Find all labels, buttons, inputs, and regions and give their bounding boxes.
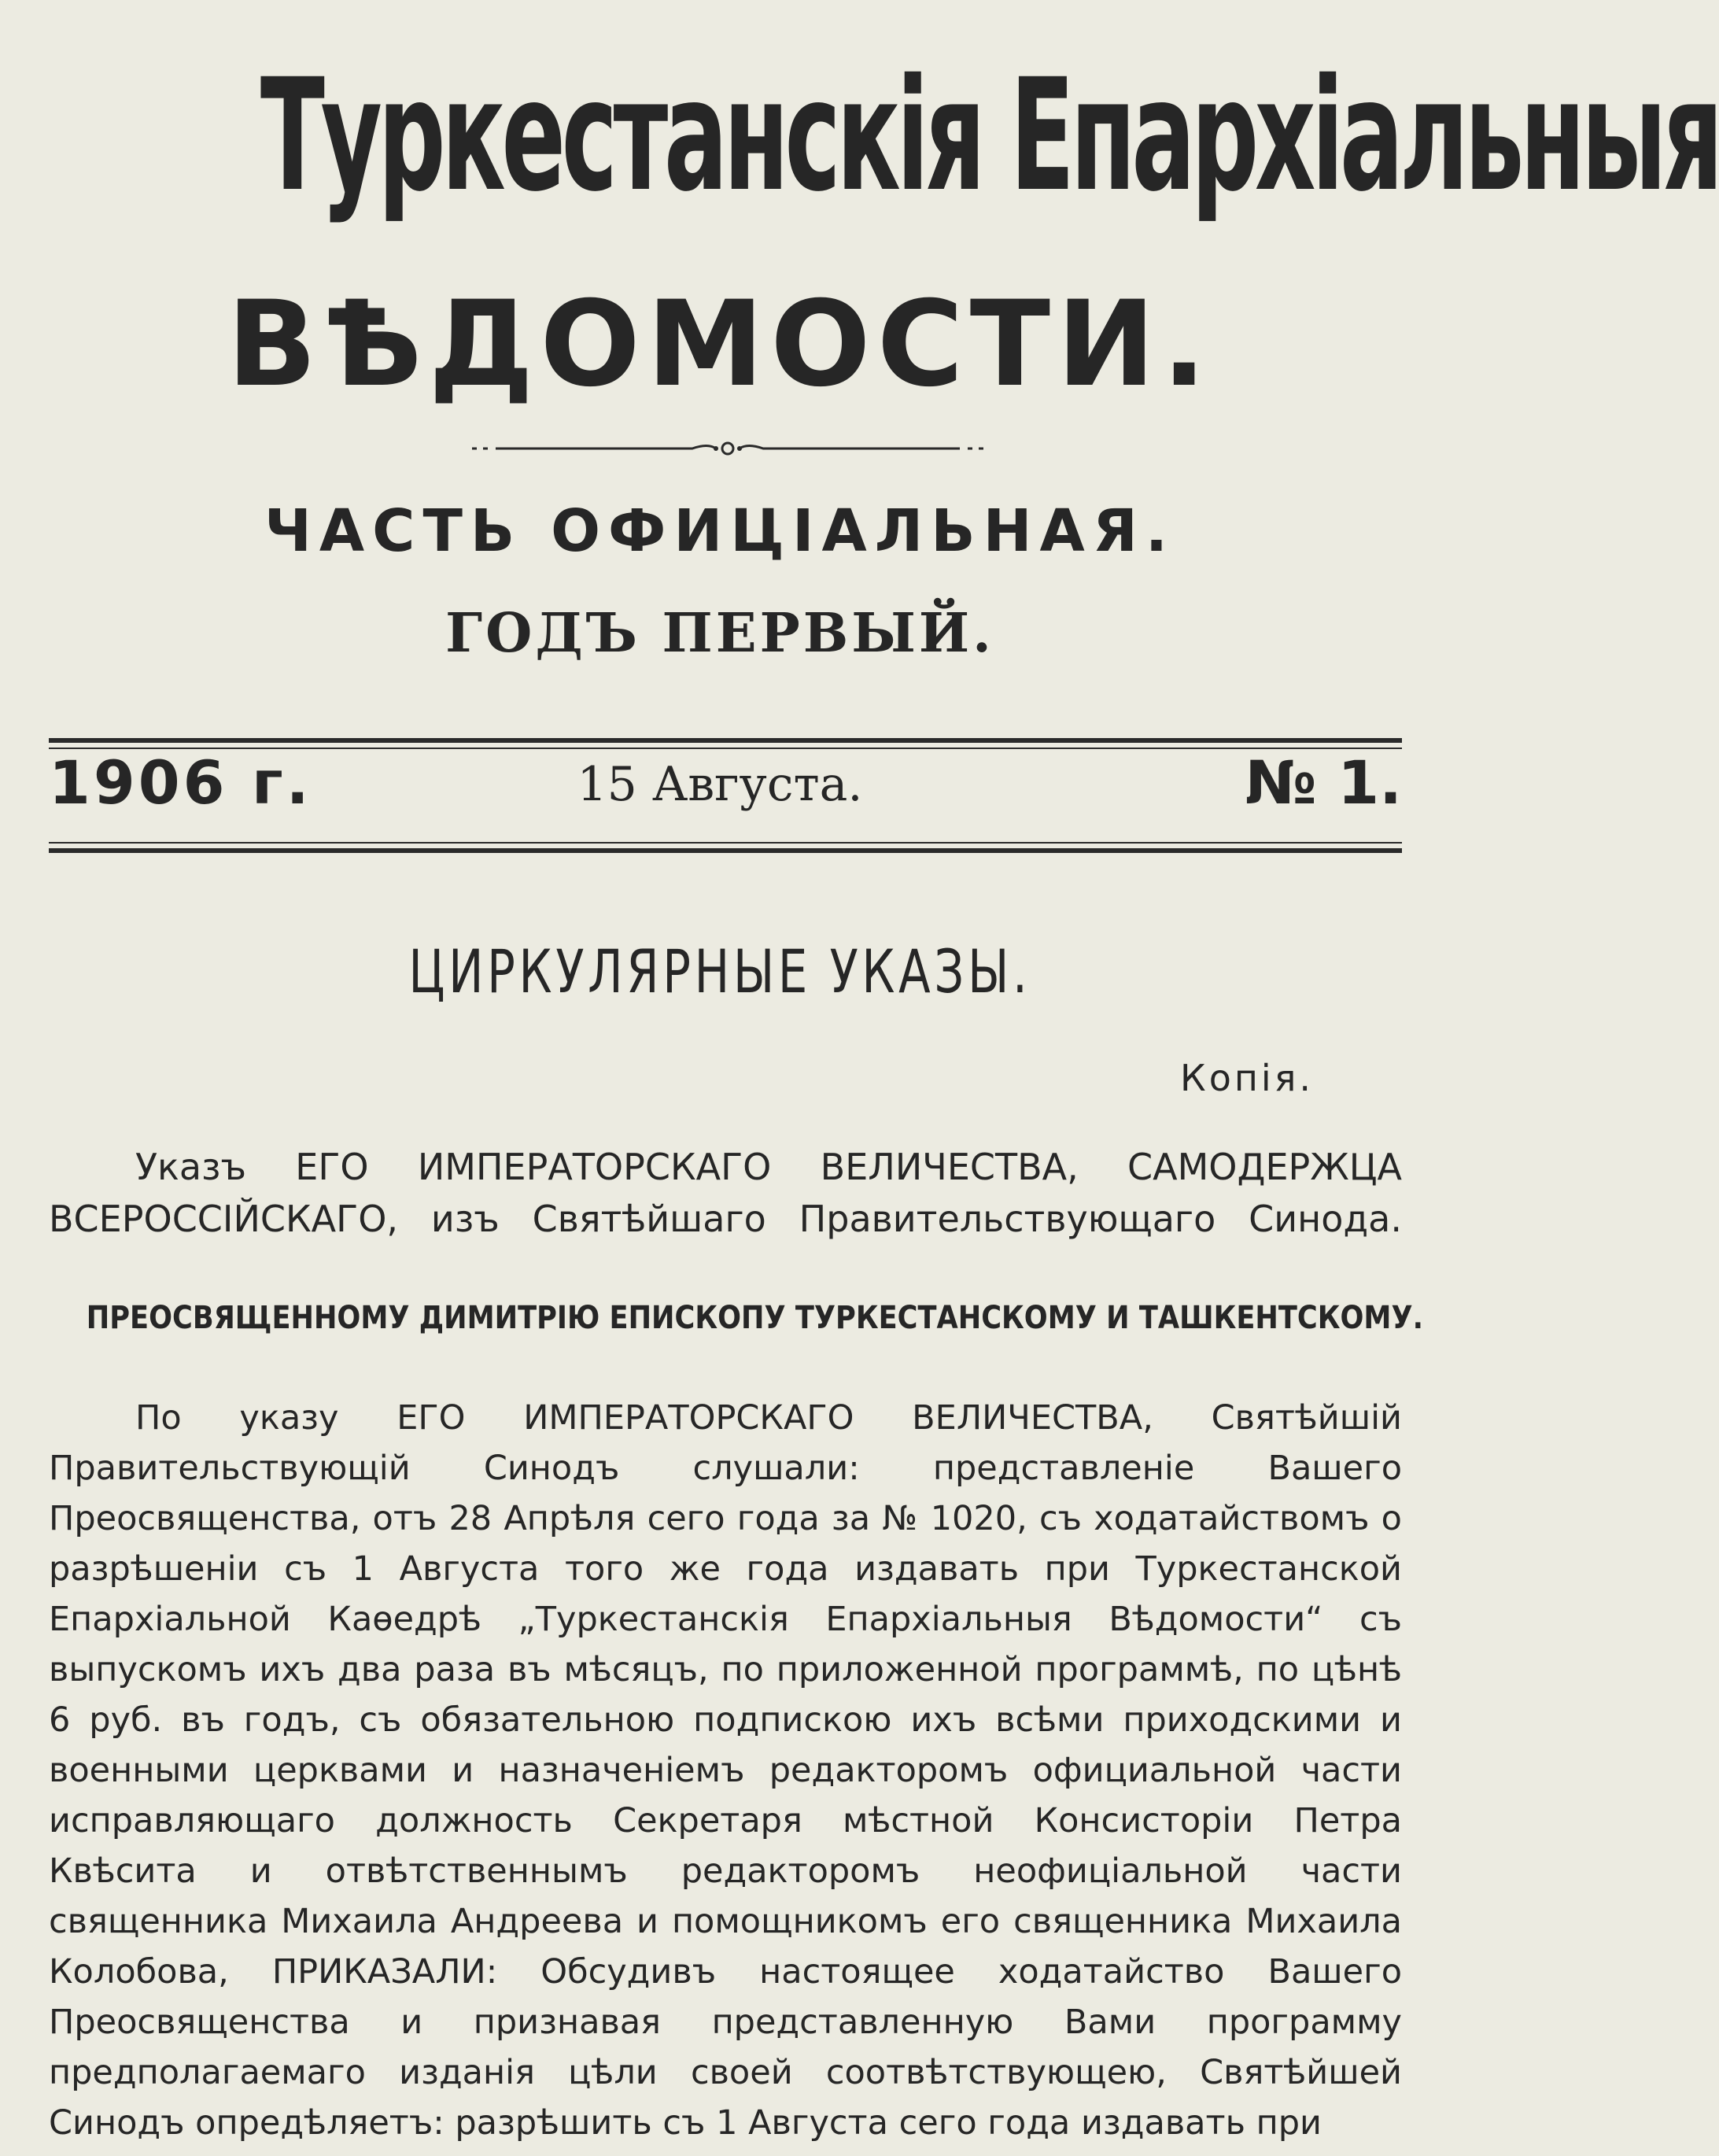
issue-year: 1906 г. — [49, 748, 312, 818]
copy-note: Копія. — [1180, 1057, 1314, 1099]
year-heading: ГОДЪ ПЕРВЫЙ. — [445, 602, 994, 665]
masthead-subtitle: ВѢДОМОСТИ. — [227, 276, 1213, 413]
masthead-title: Туркестанскія Епархіальныя — [260, 45, 1719, 226]
issue-number: № 1. — [1245, 748, 1402, 818]
decree-paragraph: Указъ ЕГО ИМПЕРАТОРСКАГО ВЕЛИЧЕСТВА, САМОДЕРЖЦА ВСЕРОССІЙСКАГО, изъ Святѣйшаго Правительствующаго Синода. — [49, 1146, 1402, 1240]
addressee-line: ПРЕОСВЯЩЕННОМУ ДИМИТРІЮ ЕПИСКОПУ ТУРКЕСТАНСКОМУ И ТАШКЕНТСКОМУ. — [86, 1300, 1423, 1336]
body-paragraph: По указу ЕГО ИМПЕРАТОРСКАГО ВЕЛИЧЕСТВА, Святѣйшій Правительствующій Синодъ слушали: представленіе Вашего Преосвященства, отъ 28 Апрѣля сего года за № 1020, съ ходатайствомъ о разрѣшеніи съ 1 Августа того же года издавать при Туркестанской Епархіальной Каѳедрѣ „Туркестанскія Епархіальныя Вѣдомости“ съ выпускомъ ихъ два раза въ мѣсяцъ, по приложенной программѣ, по цѣнѣ 6 руб. въ годъ, съ обязательною подпискою ихъ всѣми приходскими и военными церквами и назначеніемъ редакторомъ официальной части исправляющаго должность Секретаря мѣстной Консисторіи Петра Квѣсита и отвѣтственнымъ редакторомъ неофиціальной части священника Михаила Андреева и помощникомъ его священника Михаила Колобова, ПРИКАЗАЛИ: Обсудивъ настоящее ходатайство Вашего Преосвященства и признавая представленную Вами программу предполагаемаго изданія цѣли своей соотвѣтствующею, Святѣйшей Синодъ опредѣляетъ: разрѣшить съ 1 Августа сего года издавать при — [49, 1398, 1402, 2143]
bottom-rule-thick — [49, 848, 1402, 853]
part-heading: ЧАСТЬ ОФИЦІАЛЬНАЯ. — [264, 497, 1175, 565]
top-rule-thick — [49, 738, 1402, 743]
ornament-divider — [472, 437, 983, 460]
bottom-rule-thin — [49, 842, 1402, 844]
issue-date: 15 Августа. — [577, 757, 863, 812]
section-heading: ЦИРКУЛЯРНЫЕ УКАЗЫ. — [408, 936, 1031, 1006]
